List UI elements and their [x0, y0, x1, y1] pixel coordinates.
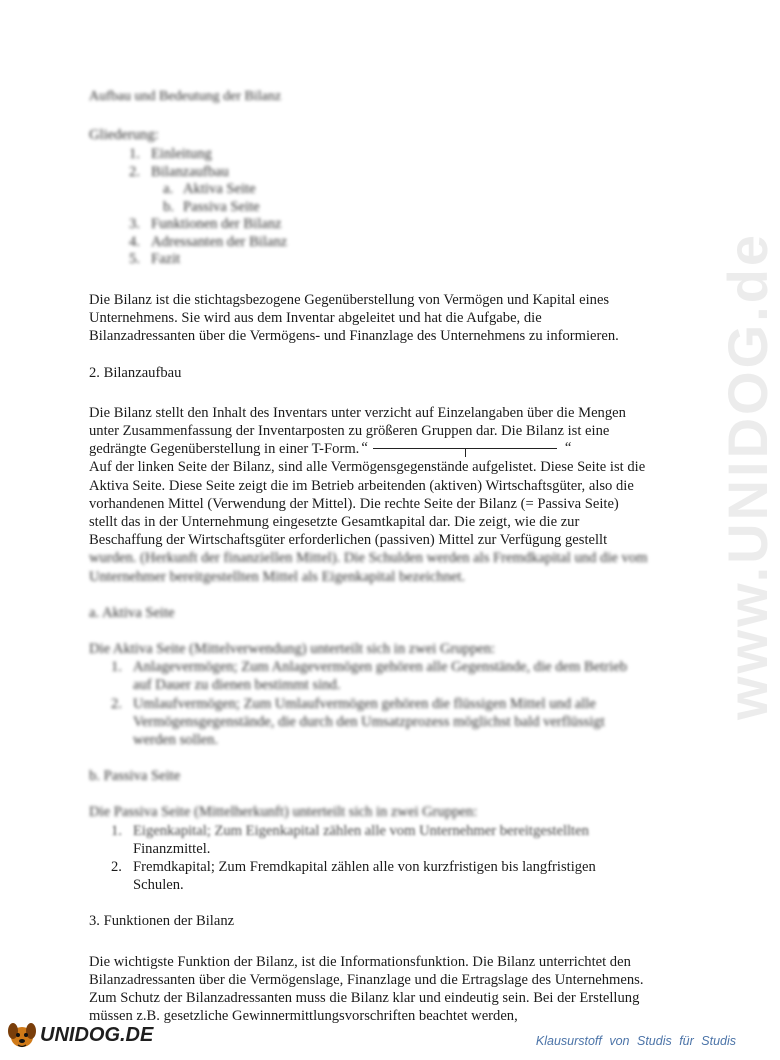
aktiva-heading: a. Aktiva Seite: [89, 604, 175, 621]
aktiva-intro: Die Aktiva Seite (Mittelverwendung) unterteilt sich in zwei Gruppen:: [89, 640, 496, 657]
toc-heading: Gliederung:: [89, 127, 159, 144]
list-item: 2. Fremdkapital; Zum Fremdkapital zählen alle von kurzfristigen bis langfristigen Schulen.: [111, 858, 596, 894]
unidog-logo[interactable]: [6, 1018, 156, 1052]
list-item: 1. Anlagevermögen; Zum Anlagevermögen gehören alle Gegenstände, die dem Betrieb auf Dauer zu dienen bestimmt sind.: [111, 659, 627, 694]
section3-paragraph-1: Die wichtigste Funktion der Bilanz, ist die Informationsfunktion. Die Bilanz unterrichtet den Bilanzadressanten über die Vermögenslage, Finanzlage und die Ertragslage des Unternehmens. Zum Schutz der Bilanzadressanten muss die Bilanz klar und eindeutig sein. Bei der Erstellung müssen z.B. gesetzliche Gewinnermittlungsvorschriften beachtet werden,: [89, 953, 644, 1025]
section3-heading: 3. Funktionen der Bilanz: [89, 913, 235, 930]
passiva-intro: Die Passiva Seite (Mittelherkunft) unterteilt sich in zwei Gruppen:: [89, 804, 478, 821]
intro-paragraph: Die Bilanz ist die stichtagsbezogene Gegenüberstellung von Vermögen und Kapital eines Unternehmens. Sie wird aus dem Inventar abgeleitet und hat die Aufgabe, die Bilanzadressanten über die Vermögens- und Finanzlage des Unternehmens zu informieren.: [89, 291, 619, 345]
t-form-diagram: “ “: [361, 439, 572, 456]
table-of-contents: [89, 146, 649, 269]
toc-item: 1. Einleitung: [129, 146, 212, 163]
watermark: www.UNIDOG.de: [716, 231, 779, 720]
dog-icon: [6, 1020, 38, 1050]
logo-text: UNIDOG.DE: [40, 1023, 154, 1046]
passiva-heading: b. Passiva Seite: [89, 768, 181, 785]
section2-heading: 2. Bilanzaufbau: [89, 364, 182, 381]
passiva-list: [89, 822, 649, 895]
list-item: 2. Umlaufvermögen; Zum Umlaufvermögen gehören die flüssigen Mittel und alle Vermögensgegenstände, die durch den Umsatzprozess möglichst bald verflüssigt werden sollen.: [111, 695, 605, 748]
footer-slogan: Klausurstoff von Studis für Studis: [535, 1034, 736, 1048]
section2-paragraph-2: Auf der linken Seite der Bilanz, sind alle Vermögensgegenstände aufgelistet. Diese Seite ist die Aktiva Seite. Diese Seite zeigt die im Betrieb arbeitenden (aktiven) Wirtschaftsgüter, also die vorhandenen Mittel (Verwendung der Mittel). Die rechte Seite der Bilanz (= Passiva Seite) stellt das in der Unternehmung eingesetzte Gesamtkapital dar. Die zeigt, wie die zur Beschaffung der Wirtschaftsgüter erforderlichen (passiven) Mittel zur Verfügung gestellt: [89, 459, 646, 549]
toc-item: 3. Funktionen der Bilanz: [129, 216, 282, 233]
document-body: [89, 88, 649, 1025]
toc-subitem: b. Passiva Seite: [163, 198, 260, 215]
document-title: Aufbau und Bedeutung der Bilanz: [89, 89, 282, 104]
toc-item: 4. Adressanten der Bilanz: [129, 233, 288, 250]
list-item: 1. Eigenkapital; Zum Eigenkapital zählen alle vom Unternehmer bereitgestellten Finanzmittel.: [111, 822, 589, 857]
toc-subitem: a. Aktiva Seite: [163, 181, 256, 198]
toc-item: 2. Bilanzaufbau: [129, 163, 229, 180]
section2-paragraph-2-blurred: wurden. (Herkunft der finanziellen Mittel). Die Schulden werden als Fremdkapital und die vom Unternehmer bereitgestellten Mittel als Eigenkapital bezeichnet.: [89, 550, 648, 585]
section2-paragraph-1: Die Bilanz stellt den Inhalt des Inventars unter verzicht auf Einzelangaben über die Mengen unter Zusammenfassung der Inventarposten zu größeren Gruppen dar. Die Bilanz ist eine gedrängte Gegenüberstellung in einer T-Form. “ “: [89, 404, 626, 458]
toc-item: 5. Fazit: [129, 251, 181, 268]
aktiva-list: [89, 658, 649, 749]
